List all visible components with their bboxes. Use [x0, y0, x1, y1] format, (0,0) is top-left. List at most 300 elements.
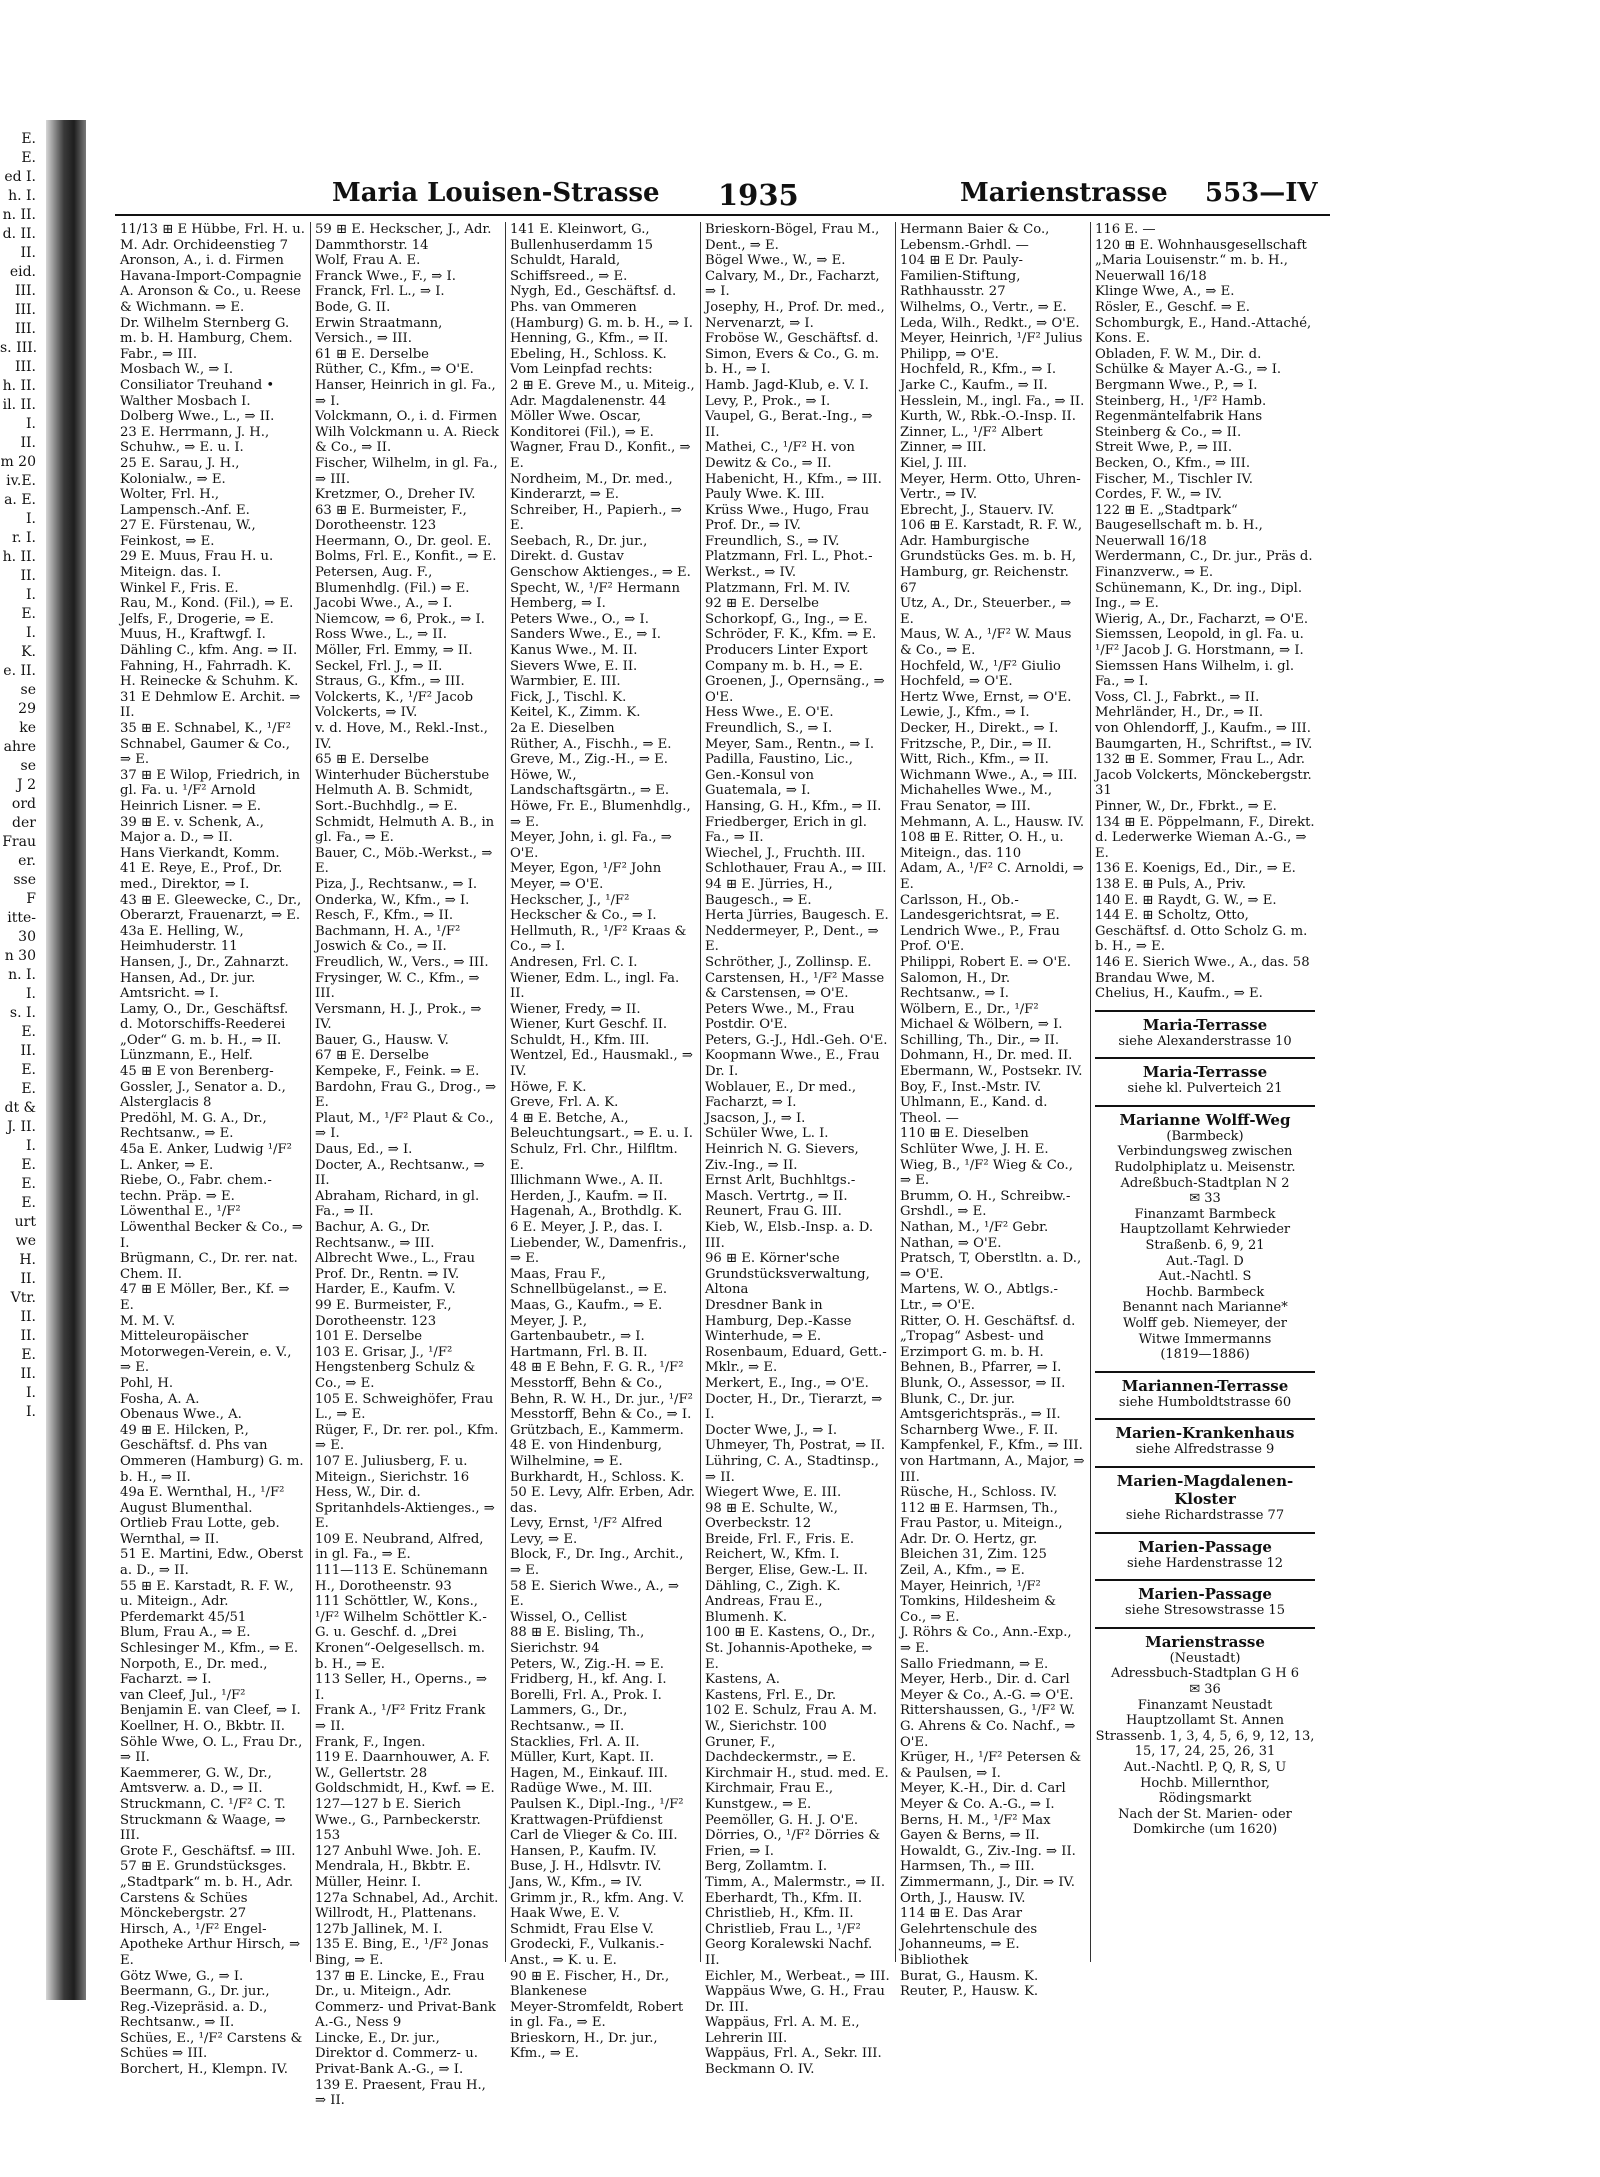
directory-entry: Grimm jr., R., kfm. Ang. V.: [510, 1890, 685, 1906]
edge-fragment: Vtr.: [10, 1290, 36, 1306]
directory-entry: Frank, F., Ingen.: [315, 1734, 426, 1750]
street-info-line: (1819—1886): [1160, 1347, 1250, 1363]
directory-entry: Hansing, G. H., Kfm., ⇒ II.: [705, 798, 882, 814]
directory-entry: Siemssen Hans Wilhelm, i. gl. Fa., ⇒ I.: [1095, 658, 1295, 690]
directory-entry: Michahelles Wwe., M., Frau Senator, ⇒ III.: [900, 783, 1053, 814]
directory-entry: Ebermann, W., Postsekr. IV.: [900, 1064, 1083, 1080]
street-info-line: Aut.-Nachtl. P, Q, R, S, U: [1123, 1759, 1287, 1775]
directory-entry: Witt, Rich., Kfm., ⇒ II.: [900, 752, 1049, 768]
edge-fragment: J. II.: [7, 1119, 36, 1135]
directory-entry: Wolter, Frl. H., Lampensch.-Anf. E.: [120, 487, 250, 518]
directory-entry: M. M. V. Mitteleuropäischer Motorwegen-Verein, e. V., ⇒ E.: [120, 1313, 292, 1376]
directory-entry: Meyer, Heinrich, ¹/F² Julius Philipp, ⇒ O'E.: [900, 331, 1083, 362]
directory-entry: Bauer, C., Möb.-Werkst., ⇒ E.: [315, 845, 493, 877]
directory-entry: Hertz Wwe, Ernst, ⇒ O'E.: [900, 689, 1072, 705]
directory-entry: Rüther, C., Kfm., ⇒ O'E.: [315, 362, 474, 378]
street-info-line: Adreßbuch-Stadtplan N 2: [1120, 1175, 1290, 1191]
directory-entry: Wierig, A., Dr., Facharzt, ⇒ O'E.: [1095, 611, 1309, 627]
directory-entry: 110 ⊞ E. Dieselben: [900, 1126, 1029, 1142]
directory-entry: Krüger, H., ¹/F² Petersen & & Paulsen, ⇒ I.: [900, 1750, 1082, 1781]
directory-entry: Werdermann, C., Dr. jur., Präs d. Finanzverw., ⇒ E.: [1095, 549, 1313, 581]
street-crossref-block: [1095, 1105, 1315, 1363]
directory-entry: Baumgarten, H., Schriftst., ⇒ IV.: [1095, 736, 1313, 752]
directory-entry: Stacklies, Frl. A. II.: [510, 1734, 640, 1750]
directory-entry: Jarke C., Kaufm., ⇒ II.: [900, 377, 1048, 393]
directory-entry: Hansen, Ad., Dr. jur. Amtsricht. ⇒ I.: [120, 970, 256, 1002]
directory-entry: Rüther, A., Fischh., ⇒ E.: [510, 736, 672, 752]
street-info-line: Rudolphiplatz u. Meisenstr.: [1114, 1160, 1296, 1176]
directory-entry: 92 ⊞ E. Derselbe: [705, 596, 819, 612]
directory-entry: Josephy, H., Prof. Dr. med., Nervenarzt, ⇒ I.: [705, 299, 885, 331]
directory-entry: Pinner, W., Dr., Fbrkt., ⇒ E.: [1095, 798, 1277, 814]
directory-entry: 2 ⊞ E. Greve M., u. Miteig., Adr. Magdalenenstr. 44: [510, 377, 695, 409]
directory-entry: Peters Wwe., M., Frau Postdir. O'E.: [705, 1001, 855, 1033]
directory-entry: Reichert, W., Kfm. I.: [705, 1547, 840, 1563]
street-crossref-block: [1095, 1627, 1315, 1838]
edge-fragment: urt: [14, 1214, 36, 1230]
directory-entry: Brügmann, C., Dr. rer. nat. Chem. II.: [120, 1251, 298, 1282]
directory-entry: Lewie, J., Kfm., ⇒ I.: [900, 705, 1030, 721]
directory-entry: 48 ⊞ E Behn, F. G. R., ¹/F² Messtorff, Behn & Co., Behn, R. W. H., Dr. jur., ¹/F² Messtorff, Behn & Co., ⇒ I.: [510, 1360, 693, 1423]
edge-fragment: sse: [13, 872, 36, 888]
directory-entry: Schües, E., ¹/F² Carstens & Schües ⇒ III.: [120, 2030, 303, 2062]
directory-entry: Piza, J., Rechtsanw., ⇒ I.: [315, 876, 478, 892]
directory-entry: Schmidt, Frau Else V.: [510, 1921, 654, 1937]
directory-entry: Brieskorn-Bögel, Frau M., Dent., ⇒ E.: [705, 222, 880, 253]
directory-entry: 127—127 b E. Sierich Wwe., G., Parnbeckerstr. 153: [315, 1796, 481, 1844]
edge-fragment: E.: [21, 1176, 36, 1192]
directory-entry: Bachmann, H. A., ¹/F² Joswich & Co., ⇒ II.: [315, 923, 461, 955]
directory-entry: J. Röhrs & Co., Ann.-Exp., ⇒ E.: [900, 1625, 1072, 1657]
edge-fragment: F: [26, 891, 36, 907]
edge-fragment: iv.E.: [6, 473, 36, 489]
directory-entry: Hagen, M., Einkauf. III.: [510, 1765, 668, 1781]
directory-entry: 6 E. Meyer, J. P., das. I.: [510, 1220, 663, 1235]
directory-entry: Möller Wwe. Oscar, Konditorei (Fil.), ⇒ E.: [510, 409, 654, 440]
directory-entry: 127 Anbuhl Wwe. Joh. E.: [315, 1843, 482, 1859]
directory-entry: Schlesinger M., Kfm., ⇒ E.: [120, 1641, 299, 1657]
directory-entry: Resch, F., Kfm., ⇒ II.: [315, 908, 454, 924]
directory-entry: 29 E. Muus, Frau H. u. Miteign. das. I.: [120, 549, 274, 581]
directory-entry: Rüsche, H., Schloss. IV.: [900, 1485, 1057, 1501]
directory-entry: Fahning, H., Fahrradh. K.: [120, 658, 292, 674]
directory-entry: Leda, Wilh., Redkt., ⇒ O'E.: [900, 315, 1080, 331]
directory-entry: Martens, W. O., Abtlgs.-Ltr., ⇒ O'E.: [900, 1282, 1059, 1313]
street-info-line: Aut.-Nachtl. S: [1158, 1269, 1252, 1285]
street-info-line: siehe Richardstrasse 77: [1125, 1507, 1285, 1523]
directory-entry: Hamb. Jagd-Klub, e. V. I.: [705, 377, 869, 393]
directory-entry: Docter Wwe, J., ⇒ I.: [705, 1422, 838, 1438]
directory-entry: Kanus Wwe., M. II.: [510, 643, 638, 659]
edge-fragment: h. I.: [8, 188, 36, 204]
directory-entry: 101 E. Derselbe: [315, 1329, 423, 1345]
directory-entry: 127b Jallinek, M. I.: [315, 1921, 443, 1937]
directory-entry: Hans Vierkandt, Komm.: [120, 845, 280, 861]
street-crossref-block: [1095, 1466, 1315, 1524]
directory-entry: Radüge Wwe., M. III.: [510, 1781, 653, 1797]
edge-fragment: e. II.: [3, 663, 36, 679]
directory-entry: Hanser, Heinrich in gl. Fa., ⇒ I.: [315, 377, 496, 409]
directory-entry: Andreas, Frau E., Blumenh. K.: [705, 1594, 823, 1625]
street-info-line: Witwe Immermanns: [1138, 1331, 1272, 1347]
edge-fragment: r. I.: [11, 530, 36, 546]
edge-fragment: il. II.: [2, 397, 36, 413]
street-info-line: Hauptzollamt St. Annen: [1125, 1713, 1285, 1729]
directory-entry: von Ohlendorff, J., Kaufm., ⇒ III.: [1095, 721, 1311, 736]
directory-entry: Dr. Wilhelm Sternberg G. m. b. H. Hamburg, Chem. Fabr., ⇒ III.: [120, 315, 293, 362]
directory-entry: Hirsch, A., ¹/F² Engel-Apotheke Arthur Hirsch, ⇒ E.: [120, 1921, 301, 1968]
directory-entry: Padilla, Faustino, Lic., Gen.-Konsul von Guatemala, ⇒ I.: [705, 752, 853, 799]
directory-entry: 4 ⊞ E. Betche, A., Beleuchtungsart., ⇒ E. u. I.: [510, 1110, 693, 1142]
directory-entry: Lendrich Wwe., P., Frau Prof. O'E.: [900, 923, 1060, 955]
directory-entry: Wieg, B., ¹/F² Wieg & Co., ⇒ E.: [900, 1157, 1073, 1189]
directory-entry: Dolberg Wwe., L., ⇒ II.: [120, 409, 275, 425]
directory-entry: Ross Wwe., L., ⇒ II.: [315, 627, 448, 643]
directory-entry: Greve, M., Zig.-H., ⇒ E.: [510, 752, 668, 768]
edge-fragment: H.: [19, 1252, 36, 1268]
column-4: [705, 222, 890, 2078]
directory-entry: Herta Jürries, Baugesch. E.: [705, 908, 889, 924]
directory-entry: Merkert, E., Ing., ⇒ O'E.: [705, 1375, 869, 1391]
directory-entry: Harder, E., Kaufm. V.: [315, 1282, 456, 1298]
directory-entry: Muus, H., Kraftwgf. I.: [120, 627, 266, 643]
page-header: [100, 150, 1335, 212]
directory-entry: Carlsson, H., Ob.-Landesgerichtsrat, ⇒ E.: [900, 892, 1060, 924]
directory-entry: Berger, Elise, Gew.-L. II.: [705, 1563, 868, 1579]
directory-entry: 122 ⊞ E. „Stadtpark“ Baugesellschaft m. b. H., Neuerwall 16/18: [1095, 502, 1263, 549]
directory-entry: 51 E. Martini, Edw., Oberst a. D., ⇒ II.: [120, 1547, 304, 1579]
directory-entry: Schreiber, H., Papierh., ⇒ E.: [510, 502, 682, 534]
directory-entry: Daus, Ed., ⇒ I.: [315, 1142, 413, 1158]
directory-entry: Berg, Zollamtm. I.: [705, 1859, 828, 1875]
directory-entry: 108 ⊞ E. Ritter, O. H., u. Miteign., das. 110: [900, 830, 1064, 861]
directory-entry: Jelfs, F., Drogerie, ⇒ E.: [120, 611, 274, 627]
directory-entry: Predöhl, M. G. A., Dr., Rechtsanw., ⇒ E.: [120, 1110, 267, 1142]
directory-entry: Paulsen K., Dipl.-Ing., ¹/F² Krattwagen-Prüfdienst Carl de Vlieger & Co. III.: [510, 1796, 684, 1844]
directory-entry: Winkel F., Fris. E.: [120, 580, 239, 596]
directory-entry: Koopmann Wwe., E., Frau Dr. I.: [705, 1048, 880, 1080]
edge-fragment: E.: [21, 1157, 36, 1173]
directory-entry: Woblauer, E., Dr med., Facharzt, ⇒ I.: [705, 1079, 857, 1111]
directory-entry: Möller, Frl. Emmy, ⇒ II.: [315, 643, 473, 659]
directory-entry: Höwe, F. K.: [510, 1079, 587, 1095]
column-divider: [895, 222, 896, 1962]
directory-entry: Ebeling, H., Schloss. K.: [510, 346, 667, 362]
street-info-line: Wolff geb. Niemeyer, der: [1123, 1316, 1287, 1331]
header-last-street: Marienstrasse: [960, 178, 1168, 208]
street-info-line: ✉ 33: [1189, 1191, 1221, 1207]
directory-entry: Buse, J. H., Hdlsvtr. IV.: [510, 1859, 662, 1875]
directory-entry: Versmann, H. J., Prok., ⇒ IV.: [315, 1001, 482, 1033]
edge-fragment: II.: [20, 1271, 36, 1287]
directory-entry: Producers Linter Export Company m. b. H., ⇒ E.: [705, 643, 868, 674]
directory-entry: Maus, W. A., ¹/F² W. Maus & Co., ⇒ E.: [900, 627, 1072, 659]
directory-entry: Reuter, P., Hausw. K.: [900, 1984, 1039, 2000]
directory-entry: Uhlmann, E., Kand. d. Theol. —: [900, 1095, 1048, 1126]
directory-entry: 39 ⊞ E. v. Schenk, A., Major a. D., ⇒ II.: [120, 814, 264, 846]
directory-entry: Christlieb, H., Kfm. II.: [705, 1906, 854, 1922]
directory-entry: Kieb, W., Elsb.-Insp. a. D. III.: [705, 1220, 874, 1251]
directory-entry: Platzmann, Frl. L., Phot.-Werkst., ⇒ IV.: [705, 549, 873, 581]
column-divider: [505, 222, 506, 1962]
street-info-line: Nach der St. Marien- oder: [1118, 1806, 1292, 1822]
directory-entry: Fischer, M., Tischler IV.: [1095, 471, 1253, 487]
directory-entry: Kirchmair, Frau E., Kunstgew., ⇒ E.: [705, 1781, 834, 1812]
edge-fragment: se: [20, 682, 36, 698]
directory-entry: Rittershaussen, G., ¹/F² W. G. Ahrens & Co. Nachf., ⇒ O'E.: [900, 1703, 1076, 1750]
directory-entry: 104 ⊞ E Dr. Pauly-Familien-Stiftung, Rathhausstr. 27: [900, 253, 1023, 300]
edge-fragment: III.: [14, 302, 36, 318]
directory-entry: Straus, G., Kfm., ⇒ III.: [315, 674, 465, 690]
directory-entry: Struckmann, C. ¹/F² C. T. Struckmann & Waage, ⇒ III.: [120, 1796, 286, 1844]
directory-entry: Heckscher, J., ¹/F² Heckscher & Co., ⇒ I.: [510, 892, 657, 924]
directory-page: [100, 150, 1335, 2109]
directory-entry: Herden, J., Kaufm. ⇒ II.: [510, 1188, 668, 1204]
directory-entry: Blum, Frau A., ⇒ E.: [120, 1625, 251, 1641]
directory-entry: Borelli, Frl. A., Prok. I.: [510, 1687, 662, 1703]
directory-entry: Mosbach W., ⇒ I.: [120, 362, 234, 378]
directory-entry: Consiliator Treuhand • Walther Mosbach I.: [120, 377, 275, 409]
directory-entry: Fick, J., Tischl. K.: [510, 689, 627, 705]
edge-fragment: h. II.: [2, 378, 36, 394]
directory-entry: Schilling, Th., Dir., ⇒ II.: [900, 1032, 1060, 1048]
edge-fragment: dt &: [4, 1100, 36, 1116]
directory-entry: Ortlieb Frau Lotte, geb. Wernthal, ⇒ II.: [120, 1516, 280, 1547]
street-crossref-block: [1095, 1010, 1315, 1050]
directory-entry: Froböse W., Geschäftsf. d. Simon, Evers & Co., G. m. b. H., ⇒ I.: [705, 331, 880, 378]
column-divider: [700, 222, 701, 1962]
directory-entry: Freundlich, S., ⇒ IV.: [705, 533, 840, 549]
directory-entry: Illichmann Wwe., A. II.: [510, 1173, 664, 1189]
street-info-line: siehe Humboldtstrasse 60: [1118, 1394, 1292, 1410]
directory-entry: Habenicht, H., Kfm., ⇒ III.: [705, 471, 882, 487]
directory-entry: 31 E Dehmlow E. Archit. ⇒ II.: [120, 689, 301, 721]
directory-entry: Hess Wwe., E. O'E.: [705, 705, 834, 721]
previous-page-edge: [0, 130, 40, 1930]
directory-entry: Meyer, Egon, ¹/F² John Meyer, ⇒ O'E.: [510, 861, 662, 892]
directory-entry: Mathei, C., ¹/F² H. von Dewitz & Co., ⇒ II.: [705, 440, 855, 471]
directory-entry: Schüler Wwe, L. I.: [705, 1126, 829, 1142]
edge-fragment: I.: [26, 986, 36, 1002]
directory-entry: 112 ⊞ E. Harmsen, Th., Frau Pastor, u. Miteign., Adr. Dr. O. Hertz, gr. Bleichen 31, Zim. 125: [900, 1500, 1063, 1563]
directory-entry: 114 ⊞ E. Das Arar Gelehrtenschule des Johanneums, ⇒ E.: [900, 1906, 1038, 1953]
directory-entry: Ritter, O. H. Geschäftsf. d. „Tropag“ Asbest- und Erzimport G. m. b. H.: [900, 1313, 1076, 1360]
directory-entry: van Cleef, Jul., ¹/F² Benjamin E. van Cleef, ⇒ I.: [120, 1687, 301, 1719]
street-name-heading: Mariannen-Terrasse: [1121, 1376, 1289, 1395]
edge-fragment: I.: [26, 625, 36, 641]
directory-entry: Friedberger, Erich in gl. Fa., ⇒ II.: [705, 814, 867, 846]
directory-entry: Götz Wwe, G., ⇒ I.: [120, 1968, 244, 1984]
directory-entry: Hellmuth, R., ¹/F² Kraas & Co., ⇒ I.: [510, 923, 687, 955]
street-info-line: Aut.-Tagl. D: [1166, 1253, 1244, 1269]
directory-entry: Levy, P., Prok., ⇒ I.: [705, 393, 831, 409]
directory-entry: 43a E. Helling, W., Heimhuderstr. 11: [120, 923, 244, 955]
directory-entry: Blunk, C., Dr. jur. Amtsgerichtspräs., ⇒ II.: [900, 1391, 1061, 1423]
directory-entry: Siemssen, Leopold, in gl. Fa. u. ¹/F² Jacob J. G. Horstmann, ⇒ I.: [1095, 627, 1304, 659]
directory-entry: 67 ⊞ E. Derselbe: [315, 1048, 429, 1064]
street-info-line: Benannt nach Marianne*: [1122, 1300, 1288, 1316]
edge-fragment: III.: [14, 321, 36, 337]
directory-entry: Wilhelms, O., Vertr., ⇒ E.: [900, 299, 1067, 315]
directory-entry: 132 ⊞ E. Sommer, Frau L., Adr. Jacob Volckerts, Mönckebergstr. 31: [1095, 752, 1312, 799]
directory-entry: Wichmann Wwe., A., ⇒ III.: [900, 767, 1078, 783]
directory-entry: Bögel Wwe., W., ⇒ E.: [705, 253, 846, 269]
edge-fragment: II.: [20, 1309, 36, 1325]
directory-entry: Sievers Wwe, E. II.: [510, 658, 638, 674]
directory-entry: 139 E. Praesent, Frau H., ⇒ II.: [315, 2077, 486, 2109]
directory-entry: Grützbach, E., Kammerm.: [510, 1422, 684, 1438]
edge-fragment: I.: [26, 587, 36, 603]
street-info-line: Finanzamt Barmbeck: [1134, 1206, 1276, 1222]
directory-entry: Calvary, M., Dr., Facharzt, ⇒ I.: [705, 268, 880, 300]
street-name-heading: Marien-Magdalenen-Kloster: [1116, 1471, 1294, 1508]
directory-entry: Adam, A., ¹/F² C. Arnoldi, ⇒ E.: [900, 861, 1084, 892]
directory-entry: 2a E. Dieselben: [510, 721, 615, 736]
column-1: [120, 222, 305, 2078]
directory-entry: v. d. Hove, M., Rekl.-Inst., IV.: [315, 721, 488, 752]
directory-entry: 61 ⊞ E. Derselbe: [315, 346, 429, 362]
directory-entry: Söhle Wwe, O. L., Frau Dr., ⇒ II.: [120, 1734, 303, 1766]
directory-entry: H. Reinecke & Schuhm. K.: [120, 674, 299, 690]
edge-fragment: n. II.: [2, 207, 36, 223]
column-2: [315, 222, 500, 2109]
directory-entry: Krüss Wwe., Hugo, Frau Prof. Dr., ⇒ IV.: [705, 502, 870, 534]
directory-entry: Jsacson, J., ⇒ I.: [705, 1110, 806, 1126]
directory-entry: Beckmann O. IV.: [705, 2062, 815, 2078]
street-info-line: siehe Alexanderstrasse 10: [1118, 1033, 1292, 1049]
edge-fragment: II.: [20, 435, 36, 451]
directory-entry: Dörries, O., ¹/F² Dörries & Frien, ⇒ I.: [705, 1828, 881, 1859]
directory-entry: Andresen, Frl. C. I.: [510, 954, 638, 970]
directory-entry: 43 ⊞ E. Gleewecke, C., Dr., Oberarzt, Frauenarzt, ⇒ E.: [120, 892, 302, 924]
edge-fragment: E.: [21, 1024, 36, 1040]
directory-entry: Peters, W., Zig.-H. ⇒ E.: [510, 1656, 664, 1672]
directory-entry: Vaupel, G., Berat.-Ing., ⇒ II.: [705, 409, 873, 440]
directory-entry: Heermann, O., Dr. geol. E.: [315, 533, 492, 549]
directory-entry: Peters, G.-J., Hdl.-Geh. O'E.: [705, 1032, 888, 1048]
directory-entry: Brandau Wwe, M.: [1095, 970, 1216, 986]
directory-entry: 134 ⊞ E. Pöppelmann, F., Direkt. d. Lederwerke Wieman A.-G., ⇒ E.: [1095, 814, 1315, 861]
directory-entry: Wiegert Wwe, E. III.: [705, 1485, 842, 1501]
directory-entry: Wappäus Wwe, G. H., Frau Dr. III.: [705, 1984, 885, 2015]
directory-entry: 141 E. Kleinwort, G., Bullenhuserdamm 15: [510, 222, 654, 253]
directory-entry: Pohl, H.: [120, 1375, 174, 1391]
directory-entry: 127a Schnabel, Ad., Archit. Willrodt, H., Plattenans.: [315, 1890, 499, 1922]
directory-entry: Rösler, E., Geschf. ⇒ E.: [1095, 299, 1250, 315]
street-crossref-block: [1095, 1418, 1315, 1458]
edge-fragment: II.: [20, 568, 36, 584]
directory-entry: Eberhardt, Th., Kfm. II.: [705, 1890, 863, 1906]
edge-fragment: der: [12, 815, 36, 831]
directory-entry: Brumm, O. H., Schreibw.-Grshdl., ⇒ E.: [900, 1188, 1071, 1220]
directory-entry: 140 E. ⊞ Raydt, G. W., ⇒ E.: [1095, 892, 1277, 908]
directory-entry: 135 E. Bing, E., ¹/F² Jonas Bing, ⇒ E.: [315, 1937, 489, 1968]
directory-entry: Carstensen, H., ¹/F² Masse & Carstensen, ⇒ O'E.: [705, 970, 885, 1002]
directory-entry: Löwenthal E., ¹/F² Löwenthal Becker & Co., ⇒ I.: [120, 1204, 303, 1251]
directory-entry: Zeil, A., Kfm., ⇒ E.: [900, 1563, 1025, 1579]
street-name-heading: Marien-Passage: [1138, 1537, 1272, 1556]
edge-fragment: II.: [20, 1328, 36, 1344]
directory-entry: 41 E. Reye, E., Prof., Dr. med., Direktor, ⇒ I.: [120, 861, 283, 892]
edge-fragment: 29: [18, 701, 36, 717]
directory-entry: Meyer, Herb., Dir. d. Carl Meyer & Co., A.-G. ⇒ O'E.: [900, 1672, 1074, 1703]
directory-entry: Schorkopf, G., Ing., ⇒ E.: [705, 611, 868, 627]
directory-entry: Kiel, J. III.: [900, 455, 967, 471]
street-name-heading: Marien-Passage: [1138, 1585, 1272, 1604]
directory-entry: 48 E. von Hindenburg, Wilhelmine, ⇒ E.: [510, 1438, 662, 1469]
edge-fragment: E.: [21, 150, 36, 166]
directory-entry: 45 ⊞ E von Berenberg-Gossler, J., Senator a. D., Alsterglacis 8: [120, 1064, 286, 1111]
edge-fragment: I.: [26, 1404, 36, 1420]
directory-entry: 119 E. Daarnhouwer, A. F. W., Gellertstr. 28: [315, 1750, 490, 1781]
street-crossref-block: [1095, 1057, 1315, 1097]
directory-entry: Rüger, F., Dr. rer. pol., Kfm. ⇒ E.: [315, 1422, 499, 1454]
edge-fragment: s. I.: [9, 1005, 36, 1021]
directory-entry: Orth, J., Hausw. IV.: [900, 1890, 1026, 1906]
directory-entry: Schulz, Frl. Chr., Hilfltm. E.: [510, 1142, 678, 1173]
directory-entry: Burkhardt, H., Schloss. K.: [510, 1469, 685, 1485]
edge-fragment: E.: [21, 1347, 36, 1363]
directory-entry: Grodecki, F., Vulkanis.-Anst., ⇒ K. u. E.: [510, 1937, 665, 1968]
directory-entry: Bolms, Frl. E., Konfit., ⇒ E.: [315, 549, 497, 565]
directory-entry: Rosenbaum, Eduard, Gett.-Mklr., ⇒ E.: [705, 1344, 887, 1376]
directory-entry: 49 ⊞ E. Hilcken, P., Geschäftsf. d. Phs van Ommeren (Hamburg) G. m. b. H., ⇒ II.: [120, 1422, 304, 1485]
directory-entry: Dähling C., kfm. Ang. ⇒ II.: [120, 643, 298, 659]
directory-entry: 35 ⊞ E. Schnabel, K., ¹/F² Schnabel, Gaumer & Co., ⇒ E.: [120, 721, 291, 768]
directory-entry: 100 ⊞ E. Kastens, O., Dr., St. Johannis-Apotheke, ⇒ E.: [705, 1625, 876, 1672]
directory-entry: Wiechel, J., Fruchth. III.: [705, 845, 866, 861]
directory-entry: Pauly Wwe. K. III.: [705, 487, 825, 503]
directory-entry: Obladen, F. W. M., Dir. d. Schülke & Mayer A.-G., ⇒ I.: [1095, 346, 1282, 378]
directory-entry: Dähling, C., Zigh. K.: [705, 1578, 841, 1594]
directory-entry: 55 ⊞ E. Karstadt, R. F. W., u. Miteign., Adr. Pferdemarkt 45/51: [120, 1578, 294, 1625]
directory-entry: 37 ⊞ E Wilop, Friedrich, in gl. Fa. u. ¹/F² Arnold Heinrich Lisner. ⇒ E.: [120, 767, 300, 814]
column-divider: [310, 222, 311, 1962]
directory-entry: Christlieb, Frau L., ¹/F² Georg Koralewski Nachf. II.: [705, 1921, 873, 1968]
directory-entry: Kastens, Frl. E., Dr.: [705, 1687, 837, 1703]
street-info-line: Hochb. Millernthor,: [1140, 1775, 1270, 1791]
directory-entry: Bachur, A. G., Dr. Rechtsanw., ⇒ III.: [315, 1220, 435, 1251]
street-name-heading: Marienstrasse: [1145, 1632, 1265, 1651]
directory-entry: 11/13 ⊞ E Hübbe, Frl. H. u. M. Adr. Orchideenstieg 7: [120, 222, 305, 253]
directory-entry: Wiener, Fredy, ⇒ II.: [510, 1001, 641, 1017]
edge-fragment: n. I.: [8, 967, 36, 983]
street-info-line: Rödingsmarkt: [1158, 1791, 1252, 1807]
directory-entry: 23 E. Herrmann, J. H., Schuhw., ⇒ E. u. I.: [120, 424, 270, 456]
directory-entry: Cordes, F. W., ⇒ IV.: [1095, 487, 1222, 503]
directory-entry: Burat, G., Hausm. K.: [900, 1968, 1039, 1984]
directory-entry: Fischer, Wilhelm, in gl. Fa., ⇒ III.: [315, 455, 498, 487]
directory-entry: 45a E. Anker, Ludwig ¹/F² L. Anker, ⇒ E.: [120, 1142, 292, 1173]
directory-entry: Hochfeld, W., ¹/F² Giulio Hochfeld, ⇒ O'E.: [900, 658, 1061, 690]
directory-entry: Frysinger, W. C., Kfm., ⇒ III.: [315, 970, 480, 1002]
directory-entry: Goldschmidt, H., Kwf. ⇒ E.: [315, 1781, 495, 1797]
directory-entry: Philippi, Robert E. ⇒ O'E.: [900, 954, 1071, 970]
directory-entry: Grote F., Geschäftsf. ⇒ III.: [120, 1843, 296, 1859]
directory-entry: Dohmann, H., Dr. med. II.: [900, 1048, 1073, 1064]
street-crossref-block: [1095, 1532, 1315, 1572]
directory-entry: Ernst Arlt, Buchhltgs.-Masch. Vertrtg., ⇒ II.: [705, 1173, 856, 1204]
directory-entry: Pratsch, T, Oberstltn. a. D., ⇒ O'E.: [900, 1251, 1082, 1282]
edge-fragment: I.: [26, 511, 36, 527]
edge-fragment: ed I.: [4, 169, 36, 185]
directory-entry: Niemcow, ⇒ 6, Prok., ⇒ I.: [315, 611, 485, 627]
directory-entry: 25 E. Sarau, J. H., Kolonialw., ⇒ E.: [120, 455, 240, 487]
directory-entry: Fritzsche, P., Dir., ⇒ II.: [900, 736, 1052, 752]
directory-entry: Ebrecht, J., Stauerv. IV.: [900, 502, 1055, 518]
directory-entry: Specht, W., ¹/F² Hermann Hemberg, ⇒ I.: [510, 580, 680, 612]
directory-entry: Schlothauer, Frau A., ⇒ III.: [705, 861, 887, 877]
